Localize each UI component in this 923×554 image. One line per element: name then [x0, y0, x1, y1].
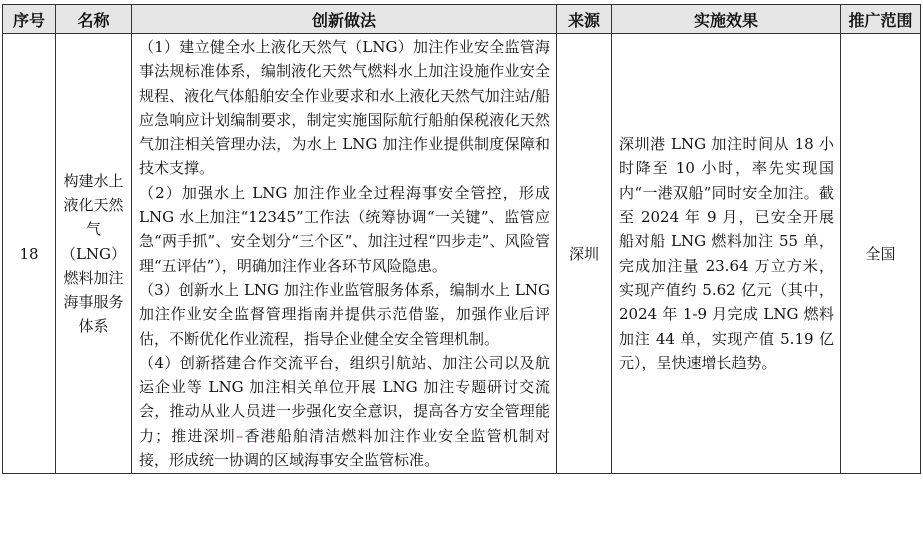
- cell-no: 18: [3, 34, 56, 474]
- header-scope: 推广范围: [841, 5, 921, 34]
- innovation-item-4-text-b: 香港船舶清洁燃料加注作业安全监管机制对接，形成统一协调的区域海事安全监管标准。: [139, 426, 550, 470]
- innovation-item-3: （3）创新水上 LNG 加注作业监管服务体系，编制水上 LNG 加注作业安全监督管理指南并提供示范借鉴，加强作业后评估，不断优化作业流程，指导企业健全安全管理机制。: [139, 280, 550, 348]
- cell-source: 深圳: [557, 34, 612, 474]
- header-effect: 实施效果: [612, 5, 841, 34]
- header-innovation: 创新做法: [132, 5, 557, 34]
- header-source: 来源: [557, 5, 612, 34]
- innovation-item-1: （1）建立健全水上液化天然气（LNG）加注作业安全监管海事法规标准体系，编制液化天然气燃料水上加注设施作业安全规程、液化气体船舶安全作业要求和水上液化天然气加注站/船应急响应计划编制要求，制定实施国际航行船舶保税液化天然气加注相关管理办法，为水上 LNG 加注作业提供制度保障和技术支撑。: [139, 38, 550, 178]
- cell-scope: 全国: [841, 34, 921, 474]
- innovation-item-2: （2）加强水上 LNG 加注作业全过程海事安全管控，形成 LNG 水上加注“12345”工作法（统筹协调“一关键”、监管应急“两手抓”、安全划分“三个区”、加注过程“四步走”、风险管理“五评估”），明确加注作业各环节风险隐患。: [139, 183, 550, 275]
- innovation-item-4: [139, 351, 550, 472]
- cell-name: 构建水上液化天然气（LNG）燃料加注海事服务体系: [56, 34, 132, 474]
- header-row: [3, 5, 921, 34]
- cell-effect: 深圳港 LNG 加注时间从 18 小时降至 10 小时，率先实现国内“一港双船”同时安全加注。截至 2024 年 9 月，已安全开展船对船 LNG 燃料加注 55 单，完成加注量 23.64 万立方米，实现产值约 5.62 亿元（其中，2024 年 1-9 月完成 LNG 燃料加注 44 单，实现产值 5.19 亿元），呈快速增长趋势。: [612, 34, 841, 474]
- innovation-table: [2, 4, 921, 474]
- red-dash: –: [235, 426, 244, 445]
- header-name: 名称: [56, 5, 132, 34]
- header-no: 序号: [3, 5, 56, 34]
- cell-innovation: [132, 34, 557, 474]
- table-row: [3, 34, 921, 474]
- innovation-item-4-text-a: （4）创新搭建合作交流平台，组织引航站、加注公司以及航运企业等 LNG 加注相关单位开展 LNG 加注专题研讨交流会，推动从业人员进一步强化安全意识，提高各方安全管理能力；推进深圳: [139, 353, 550, 445]
